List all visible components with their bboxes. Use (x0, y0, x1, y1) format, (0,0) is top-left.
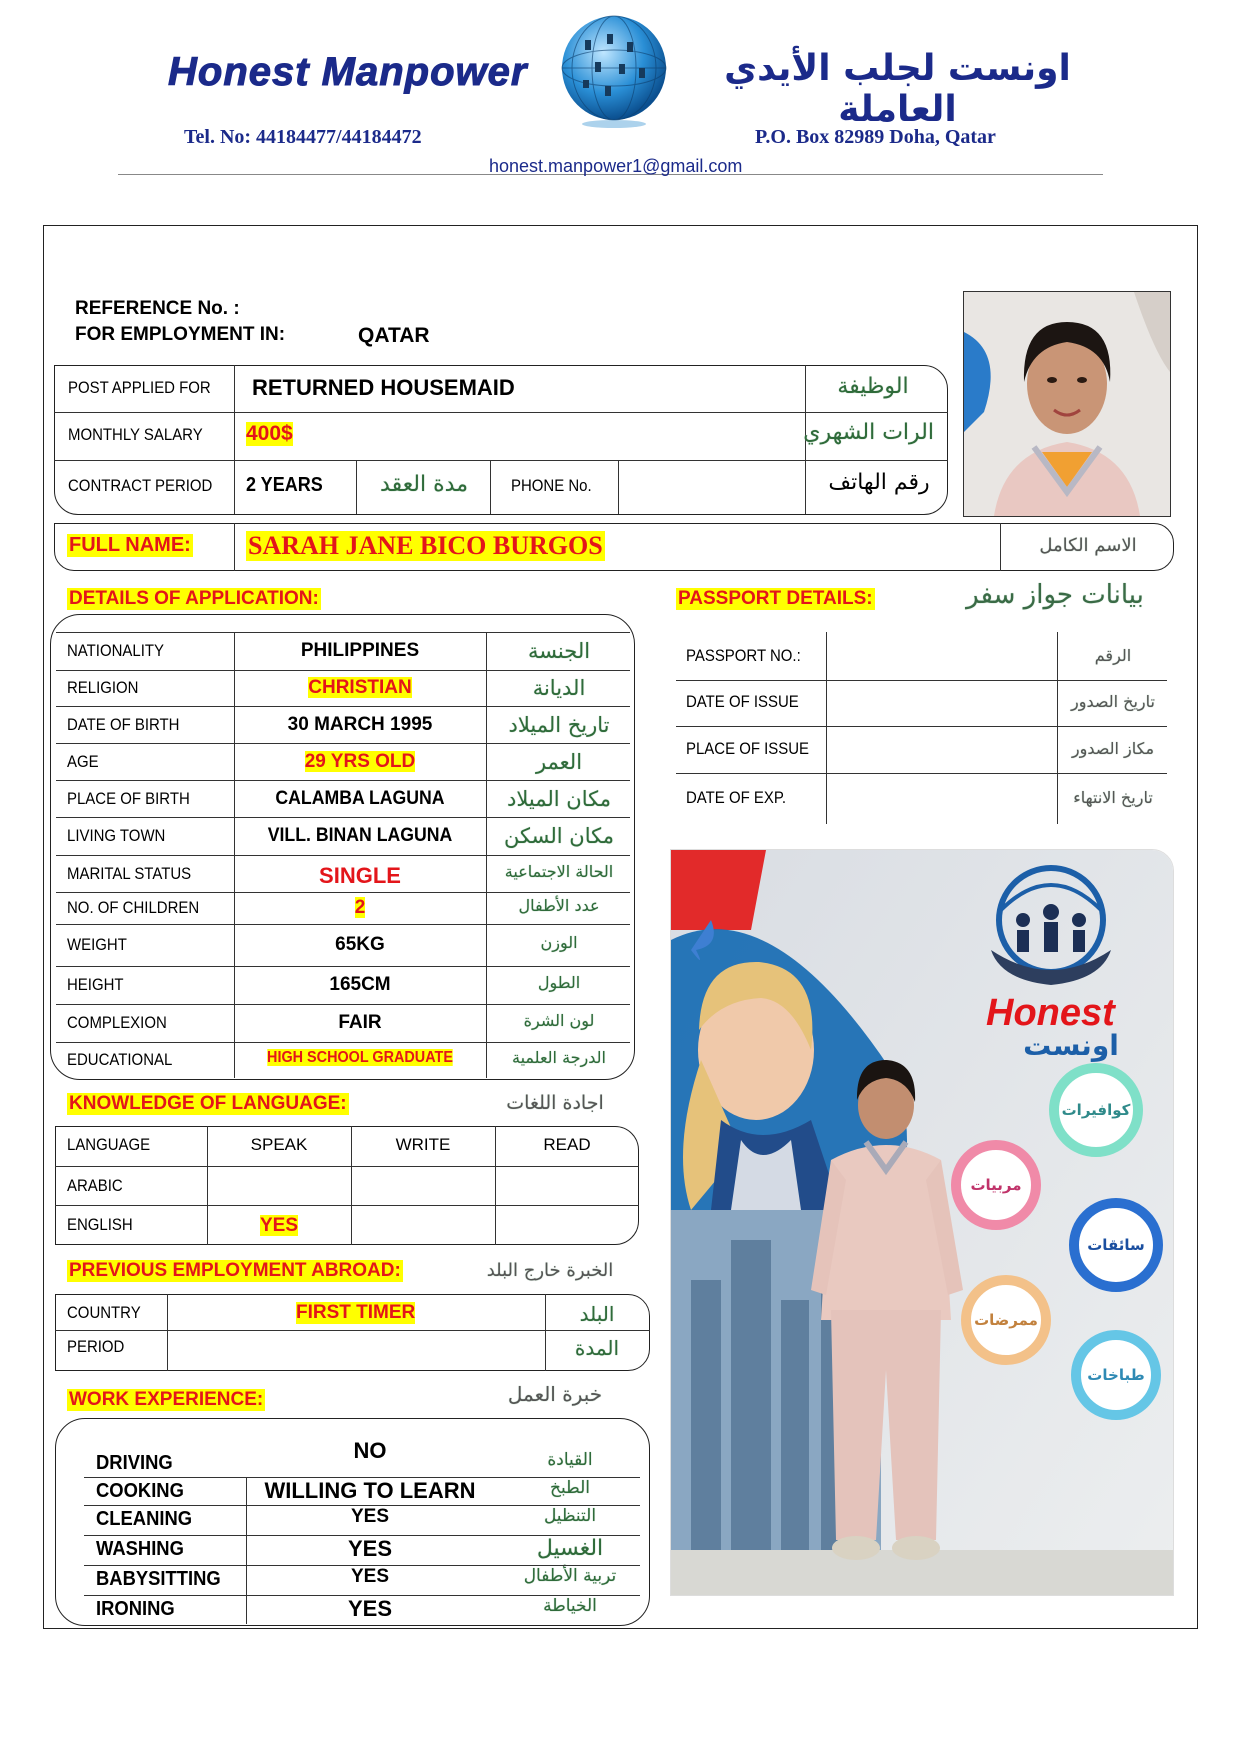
details-label: WEIGHT (67, 935, 127, 954)
passport-label: DATE OF ISSUE (686, 692, 799, 711)
details-label: RELIGION (67, 678, 139, 697)
details-value: HIGH SCHOOL GRADUATE (267, 1049, 453, 1066)
passport-label: DATE OF EXP. (686, 787, 787, 807)
work-section-title-arabic: خبرة العمل (507, 1382, 603, 1406)
contract-label-arabic: مدة العقد (380, 472, 468, 497)
details-label: AGE (67, 751, 99, 771)
work-label: CLEANING (96, 1508, 193, 1530)
details-row-divider (56, 1042, 630, 1043)
passport-section-title: PASSPORT DETAILS: (678, 588, 873, 609)
work-value: YES (350, 1506, 390, 1527)
details-label-arabic: الوزن (540, 933, 578, 952)
details-value: 30 MARCH 1995 (287, 713, 433, 735)
work-row-divider (84, 1477, 640, 1478)
work-row-divider (84, 1505, 640, 1506)
country-label-arabic: البلد (579, 1302, 615, 1326)
period-label: PERIOD (67, 1337, 125, 1356)
details-value: CHRISTIAN (308, 677, 412, 698)
phone-label-arabic: رقم الهاتف (828, 470, 930, 495)
details-row-divider (56, 706, 630, 707)
work-section-title: WORK EXPERIENCE: (69, 1389, 264, 1410)
work-row-divider (84, 1595, 640, 1596)
details-row-divider (56, 817, 630, 818)
language-section-title: KNOWLEDGE OF LANGUAGE: (69, 1093, 347, 1114)
work-label: BABYSITTING (96, 1568, 221, 1590)
details-label: NO. OF CHILDREN (67, 898, 200, 917)
previous-section-title: PREVIOUS EMPLOYMENT ABROAD: (69, 1260, 401, 1281)
work-label: WASHING (96, 1538, 184, 1560)
work-label-arabic: الخياطة (543, 1596, 597, 1616)
full-name-value: SARAH JANE BICO BURGOS (248, 531, 603, 560)
details-row-divider (56, 743, 630, 744)
period-label-arabic: المدة (574, 1336, 620, 1360)
work-value: YES (350, 1566, 390, 1587)
reference-label: REFERENCE No. : (75, 298, 240, 319)
details-section-title: DETAILS OF APPLICATION: (69, 588, 319, 609)
post-label-arabic: الوظيفة (837, 374, 909, 399)
photo-logo-arabic: اونست (1023, 1029, 1119, 1062)
details-row-divider (56, 855, 630, 856)
language-header: LANGUAGE (67, 1135, 151, 1154)
details-label: HEIGHT (67, 975, 124, 994)
details-row-divider (56, 966, 630, 967)
work-value: WILLING TO LEARN (264, 1478, 476, 1503)
contract-value: 2 YEARS (246, 474, 323, 496)
work-row-divider (84, 1535, 640, 1536)
passport-label: PLACE OF ISSUE (686, 738, 810, 758)
details-label-arabic: مكان الميلاد (507, 786, 611, 811)
work-row-divider (84, 1565, 640, 1566)
phone-label: PHONE No. (511, 476, 592, 495)
details-value: 29 YRS OLD (304, 750, 416, 772)
country-label: COUNTRY (67, 1303, 141, 1322)
language-name: ENGLISH (67, 1215, 133, 1234)
employment-country: QATAR (358, 324, 430, 347)
details-label-arabic: الجنسة (527, 639, 591, 663)
work-value: YES (347, 1536, 393, 1561)
language-header: READ (543, 1135, 591, 1154)
work-label-arabic: القيادة (547, 1450, 593, 1470)
bubble-5: طباخات (1087, 1366, 1145, 1384)
details-label-arabic: الحالة الاجتماعية (504, 861, 614, 881)
details-row-divider (56, 632, 630, 633)
details-row-divider (56, 892, 630, 893)
full-name-box (54, 523, 1174, 571)
passport-label-arabic: تاريخ الانتهاء (1073, 787, 1153, 807)
full-name-label: FULL NAME: (69, 534, 191, 556)
details-value: VILL. BINAN LAGUNA (267, 825, 453, 846)
header-phone: Tel. No: 44184477/44184472 (184, 126, 422, 148)
language-name: ARABIC (67, 1176, 123, 1195)
country-value: FIRST TIMER (296, 1302, 416, 1323)
passport-label-arabic: تاريخ الصدور (1071, 692, 1155, 711)
details-label-arabic: الطول (537, 973, 581, 992)
details-label-arabic: مكان السكن (504, 824, 614, 848)
employment-label: FOR EMPLOYMENT IN: (75, 324, 286, 345)
details-value: SINGLE (319, 862, 401, 888)
passport-label-arabic: مكاز الصدور (1071, 738, 1155, 758)
applicant-full-photo (670, 849, 1174, 1596)
salary-label-arabic: الرات الشهري (803, 420, 934, 445)
details-value: 2 (354, 897, 366, 918)
details-label: PLACE OF BIRTH (67, 788, 190, 808)
globe-logo-icon (555, 12, 673, 130)
language-speak-value: YES (259, 1215, 299, 1236)
header-email[interactable]: honest.manpower1@gmail.com (489, 156, 743, 176)
salary-label: MONTHLY SALARY (68, 425, 203, 444)
passport-label-arabic: الرقم (1094, 646, 1132, 665)
passport-label: PASSPORT NO.: (686, 646, 801, 665)
details-row-divider (56, 780, 630, 781)
work-label: COOKING (96, 1480, 184, 1502)
work-label-arabic: الغسيل (536, 1536, 604, 1561)
details-value: 165CM (329, 974, 391, 995)
details-value: 65KG (335, 934, 385, 955)
brand-name: Honest Manpower (168, 50, 528, 94)
details-label: COMPLEXION (67, 1013, 167, 1032)
bubble-2: مربيات (970, 1176, 1022, 1194)
applicant-portrait-photo (963, 291, 1171, 517)
details-label: MARITAL STATUS (67, 863, 192, 883)
language-header: SPEAK (250, 1135, 308, 1154)
details-label: DATE OF BIRTH (67, 714, 180, 734)
details-label-arabic: الدرجة العلمية (512, 1048, 606, 1067)
salary-value: 400$ (246, 422, 293, 445)
details-value: CALAMBA LAGUNA (275, 787, 445, 809)
bubble-3: سائقات (1087, 1236, 1145, 1254)
details-label-arabic: لون الشرة (523, 1011, 595, 1030)
bubble-4: ممرضات (974, 1311, 1038, 1329)
photo-logo-text: Honest (986, 992, 1115, 1034)
work-value: NO (353, 1438, 387, 1463)
details-label-arabic: عدد الأطفال (518, 896, 600, 915)
details-label: EDUCATIONAL (67, 1050, 173, 1069)
details-value: FAIR (338, 1012, 382, 1033)
full-name-label-arabic: الاسم الكامل (1039, 535, 1137, 556)
post-value: RETURNED HOUSEMAID (252, 375, 515, 400)
bubble-1: كوافيرات (1061, 1101, 1131, 1119)
work-value: YES (347, 1596, 393, 1621)
work-label-arabic: الطبخ (550, 1478, 590, 1498)
post-label: POST APPLIED FOR (68, 378, 211, 397)
details-row-divider (56, 924, 630, 925)
details-label-arabic: الديانة (532, 676, 586, 700)
previous-section-title-arabic: الخبرة خارج البلد (486, 1260, 614, 1281)
header-po-box: P.O. Box 82989 Doha, Qatar (755, 126, 996, 148)
details-label: LIVING TOWN (67, 826, 166, 845)
work-label: IRONING (96, 1598, 175, 1620)
language-section-title-arabic: اجادة اللغات (506, 1092, 604, 1114)
passport-section-title-arabic: بيانات جواز سفر (966, 580, 1144, 610)
work-label: DRIVING (96, 1452, 173, 1474)
work-label-arabic: التنظيل (543, 1506, 597, 1526)
details-value: PHILIPPINES (300, 640, 420, 661)
details-label-arabic: تاريخ الميلاد (508, 712, 610, 737)
brand-name-arabic: اونست لجلب الأيدي العاملة (724, 48, 1071, 130)
work-col-divider (246, 1477, 247, 1624)
details-row-divider (56, 670, 630, 671)
details-label-arabic: العمر (535, 749, 583, 774)
contract-label: CONTRACT PERIOD (68, 476, 213, 495)
details-row-divider (56, 1004, 630, 1005)
language-header: WRITE (395, 1135, 451, 1154)
details-label: NATIONALITY (67, 641, 164, 660)
work-label-arabic: تربية الأطفال (523, 1566, 617, 1586)
